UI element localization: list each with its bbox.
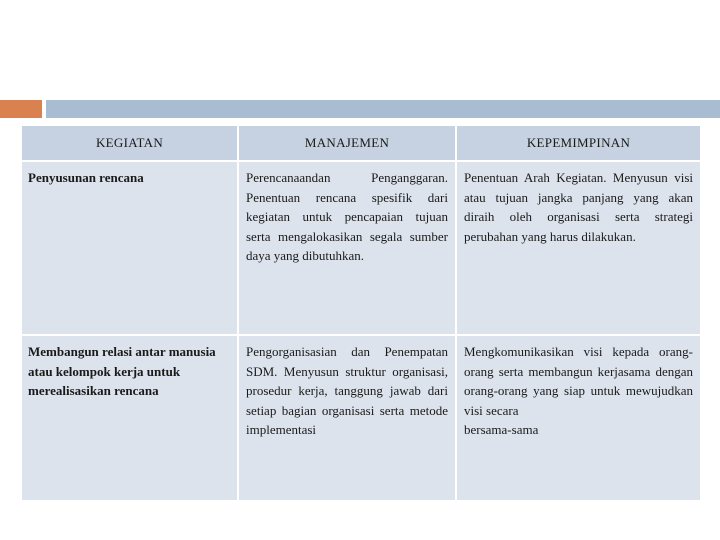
table-header-row [21,125,701,161]
cell-kepemimpinan-tail: bersama-sama [464,422,539,437]
cell-manajemen: Perencanaandan Penganggaran. Penentuan rencana spesifik dari kegiatan untuk pencapaian tujuan serta mengalokasikan segala sumber daya yang dibutuhkan. [238,161,456,335]
header-bar [46,100,720,118]
cell-kepemimpinan-text: Mengkomunikasikan visi kepada orang-orang serta membangun kerjasama dengan orang-orang yang siap untuk mewujudkan visi secara [464,344,693,418]
comparison-table [20,124,702,502]
accent-bar [0,100,42,118]
table-row [21,335,701,501]
header-manajemen: MANAJEMEN [238,125,456,161]
header-kegiatan: KEGIATAN [21,125,238,161]
header-kepemimpinan: KEPEMIMPINAN [456,125,701,161]
cell-manajemen: Pengorganisasian dan Penempatan SDM. Menyusun struktur organisasi, prosedur kerja, tanggung jawab dari setiap bagian organisasi serta metode implementasi [238,335,456,501]
table-row [21,161,701,335]
cell-kegiatan: Membangun relasi antar manusia atau kelompok kerja untuk merealisasikan rencana [21,335,238,501]
cell-kepemimpinan [456,335,701,501]
cell-kepemimpinan: Penentuan Arah Kegiatan. Menyusun visi atau tujuan jangka panjang yang akan diraih oleh organisasi serta strategi perubahan yang harus dilakukan. [456,161,701,335]
cell-kegiatan: Penyusunan rencana [21,161,238,335]
